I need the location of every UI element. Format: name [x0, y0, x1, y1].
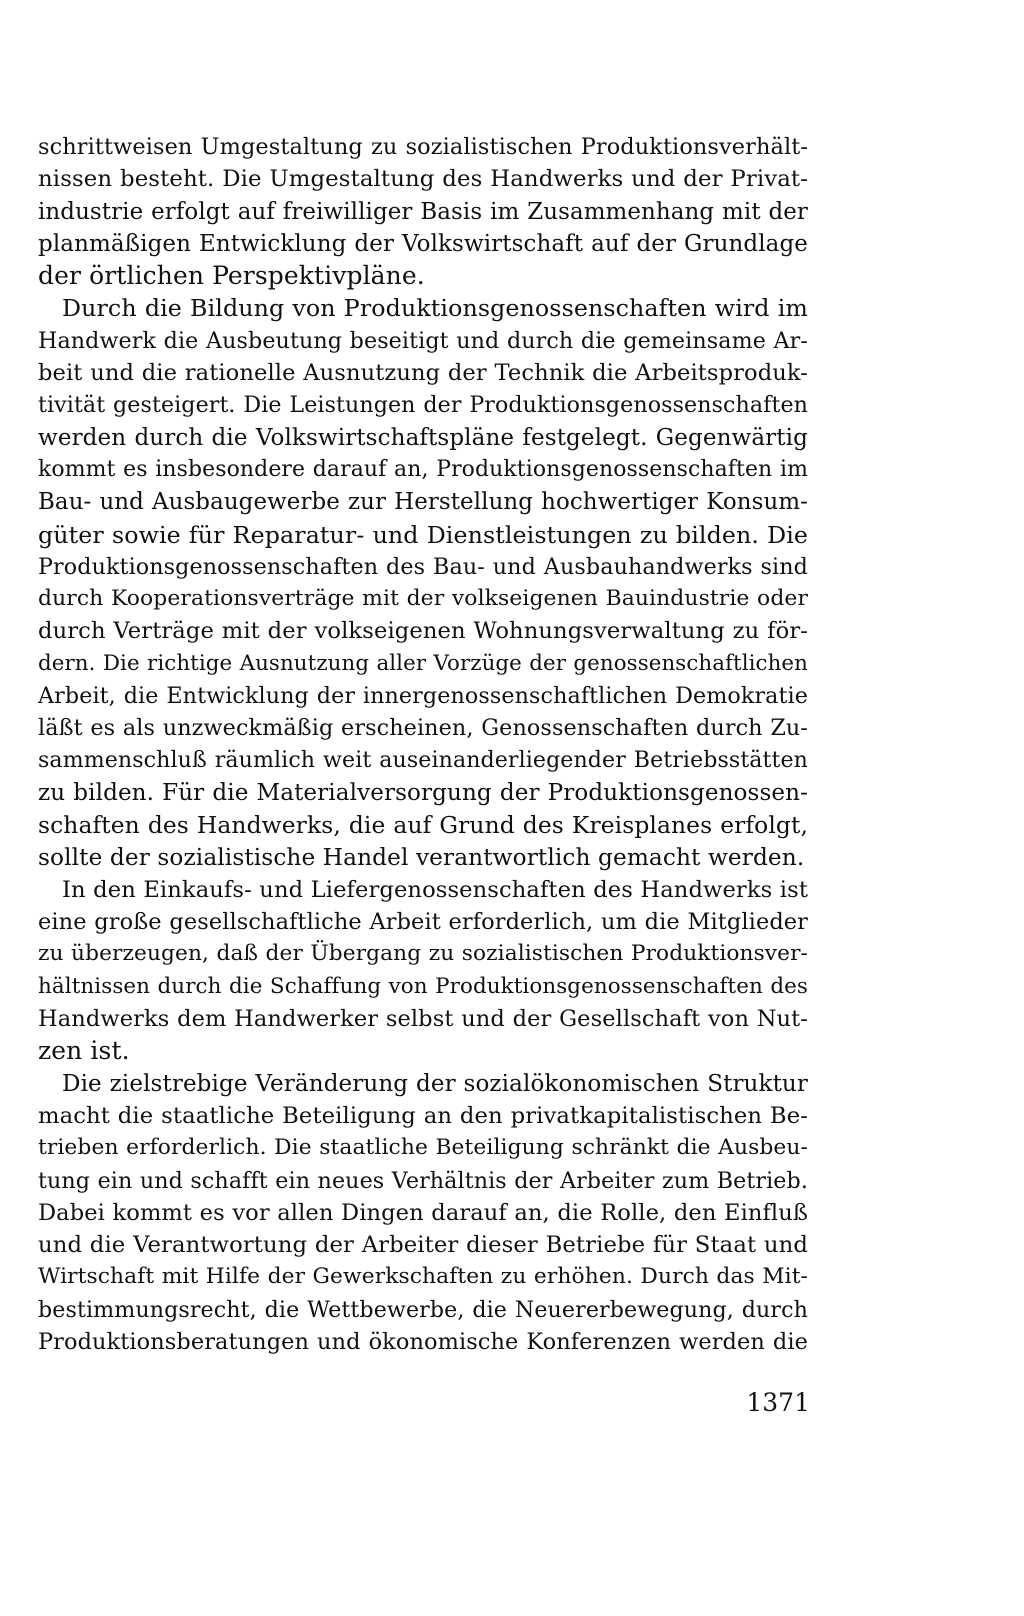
text-line: planmäßigen Entwicklung der Volkswirtschaft auf der Grundlage — [38, 230, 808, 257]
text-line: Wirtschaft mit Hilfe der Gewerkschaften zu erhöhen. Durch das Mit- — [38, 1264, 808, 1290]
text-line: macht die staatliche Beteiligung an den privatkapitalistischen Be- — [38, 1102, 808, 1129]
text-line: Dabei kommt es vor allen Dingen darauf an, die Rolle, den Einfluß — [38, 1199, 808, 1226]
text-line: zu überzeugen, daß der Übergang zu sozialistischen Produktionsver- — [38, 941, 808, 967]
text-line: sollte der sozialistische Handel verantwortlich gemacht werden. — [38, 843, 805, 871]
text-line: Durch die Bildung von Produktionsgenossenschaften wird im — [62, 294, 808, 323]
text-line: durch Kooperationsverträge mit der volkseigenen Bauindustrie oder — [38, 586, 808, 612]
text-line: industrie erfolgt auf freiwilliger Basis im Zusammenhang mit der — [38, 198, 808, 225]
text-line: werden durch die Volkswirtschaftspläne festgelegt. Gegenwärtig — [38, 424, 808, 451]
text-line: Produktionsberatungen und ökonomische Konferenzen werden die — [38, 1328, 808, 1355]
paragraph-4 — [38, 1068, 808, 1359]
text-line: Bau- und Ausbaugewerbe zur Herstellung hochwertiger Konsum- — [38, 489, 808, 516]
text-line: dern. Die richtige Ausnutzung aller Vorzüge der genossenschaftlichen — [38, 650, 808, 676]
text-line: schrittweisen Umgestaltung zu sozialistischen Produktionsverhält- — [38, 134, 808, 160]
text-line: zu bilden. Für die Materialversorgung der Produktionsgenossen- — [38, 779, 808, 806]
body-text — [38, 131, 808, 1358]
text-line: güter sowie für Reparatur- und Dienstleistungen zu bilden. Die — [38, 520, 808, 549]
text-line: schaften des Handwerks, die auf Grund des Kreisplanes erfolgt, — [38, 811, 808, 840]
text-line: eine große gesellschaftliche Arbeit erforderlich, um die Mitglieder — [38, 909, 808, 936]
paragraph-3 — [38, 874, 808, 1068]
text-line: beit und die rationelle Ausnutzung der Technik die Arbeitsproduk- — [38, 360, 808, 387]
text-line: Handwerks dem Handwerker selbst und der Gesellschaft von Nut- — [38, 1006, 808, 1033]
text-line: durch Verträge mit der volkseigenen Wohnungsverwaltung zu för- — [38, 618, 808, 645]
paragraph-2 — [38, 292, 808, 873]
text-line: der örtlichen Perspektivpläne. — [38, 261, 425, 291]
text-line: trieben erforderlich. Die staatliche Beteiligung schränkt die Ausbeu- — [38, 1135, 808, 1161]
text-line: Die zielstrebige Veränderung der sozialökonomischen Struktur — [62, 1070, 808, 1097]
text-line: Handwerk die Ausbeutung beseitigt und durch die gemeinsame Ar- — [38, 327, 808, 354]
text-line: Arbeit, die Entwicklung der innergenossenschaftlichen Demokratie — [38, 683, 808, 710]
text-line: tung ein und schafft ein neues Verhältnis der Arbeiter zum Betrieb. — [38, 1167, 808, 1194]
text-line: zen ist. — [38, 1036, 130, 1066]
page-number: 1371 — [746, 1388, 810, 1417]
text-line: und die Verantwortung der Arbeiter dieser Betriebe für Staat und — [38, 1232, 808, 1259]
text-line: läßt es als unzweckmäßig erscheinen, Genossenschaften durch Zu- — [38, 715, 808, 742]
text-line: In den Einkaufs- und Liefergenossenschaften des Handwerks ist — [62, 876, 808, 903]
text-line: bestimmungsrecht, die Wettbewerbe, die Neuererbewegung, durch — [38, 1296, 808, 1323]
paragraph-1 — [38, 131, 808, 292]
text-line: tivität gesteigert. Die Leistungen der Produktionsgenossenschaften — [38, 392, 808, 419]
text-line: sammenschluß räumlich weit auseinanderliegender Betriebsstätten — [38, 747, 808, 773]
text-line: hältnissen durch die Schaffung von Produktionsgenossenschaften des — [38, 973, 808, 999]
text-line: Produktionsgenossenschaften des Bau- und Ausbauhandwerks sind — [38, 553, 808, 580]
text-line: kommt es insbesondere darauf an, Produktionsgenossenschaften im — [38, 456, 808, 482]
text-line: nissen besteht. Die Umgestaltung des Handwerks und der Privat- — [38, 166, 808, 193]
